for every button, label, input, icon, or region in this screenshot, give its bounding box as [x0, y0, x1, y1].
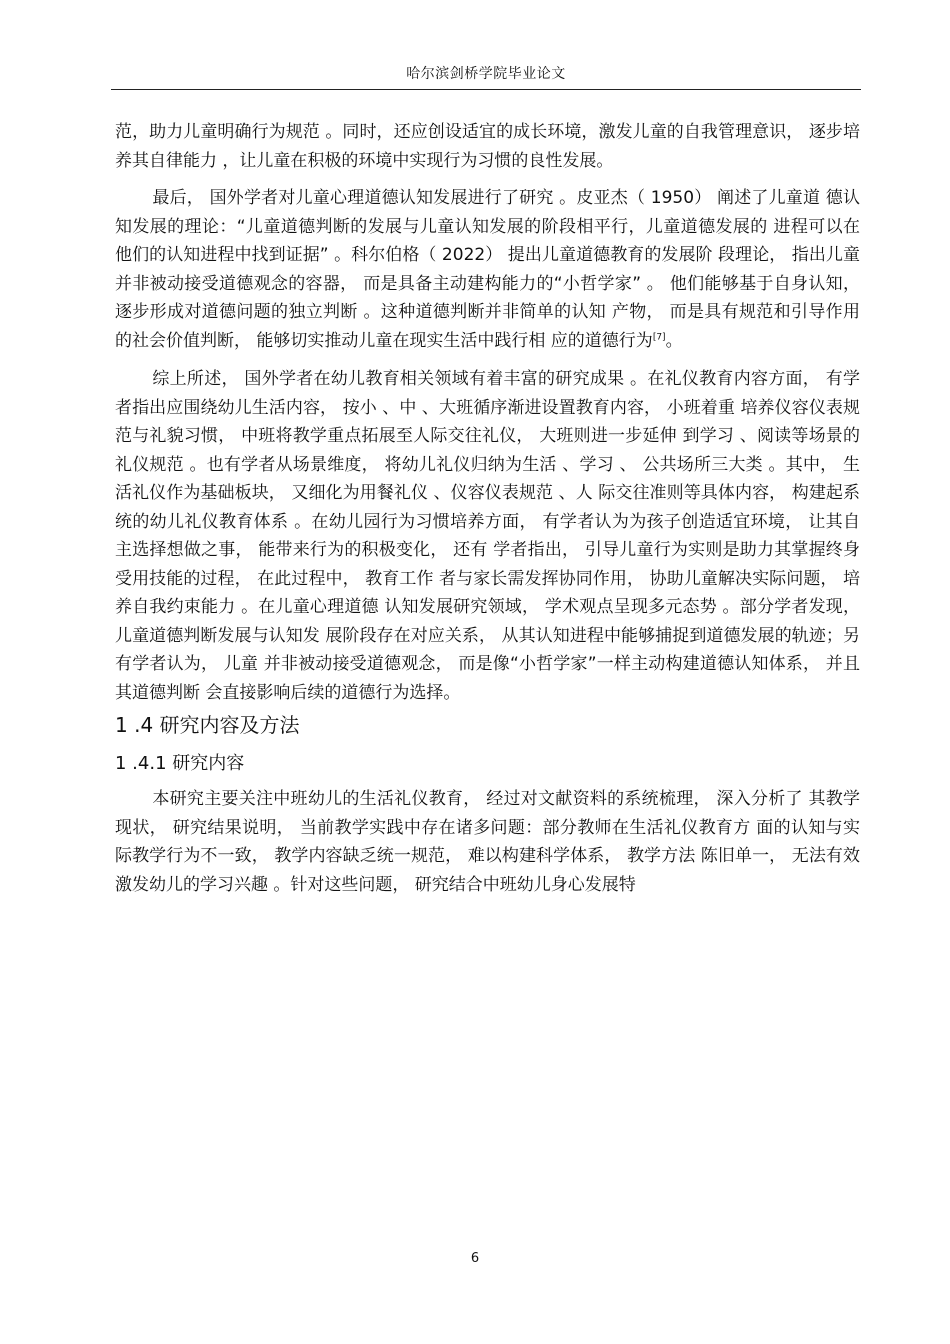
header-title: 哈尔滨剑桥学院毕业论文: [406, 66, 566, 82]
paragraph-continuation: 范，助力儿童明确行为规范 。同时，还应创设适宜的成长环境，激发儿童的自我管理意识， 逐步培养其自律能力 ，让儿童在积极的环境中实现行为习惯的良性发展。: [115, 122, 860, 171]
paragraph-moral-development: [115, 184, 860, 355]
subsection-heading: 1 .4.1 研究内容: [115, 753, 245, 774]
section-heading: 1 .4 研究内容及方法: [115, 713, 300, 737]
page-header: [111, 62, 861, 90]
paragraph-summary: 综上所述， 国外学者在幼儿教育相关领域有着丰富的研究成果 。在礼仪教育内容方面， 有学者指出应围绕幼儿生活内容， 按小 、中 、大班循序渐进设置教育内容， 小班着重 培养仪容仪表规范与礼貌习惯， 中班将教学重点拓展至人际交往礼仪， 大班则进一步延伸 到学习 、阅读等场景的礼仪规范 。也有学者从场景维度， 将幼儿礼仪归纳为生活 、学习 、 公共场所三大类 。其中， 生活礼仪作为基础板块， 又细化为用餐礼仪 、仪容仪表规范 、人 际交往准则等具体内容， 构建起系统的幼儿礼仪教育体系 。在幼儿园行为习惯培养方面， 有学者认为为孩子创造适宜环境， 让其自主选择想做之事， 能带来行为的积极变化， 还有 学者指出， 引导儿童行为实则是助力其掌握终身受用技能的过程， 在此过程中， 教育工作 者与家长需发挥协同作用， 协助儿童解决实际问题， 培养自我约束能力 。在儿童心理道德 认知发展研究领域， 学术观点呈现多元态势 。部分学者发现， 儿童道德判断发展与认知发 展阶段存在对应关系， 从其认知进程中能够捕捉到道德发展的轨迹；另有学者认为， 儿童 并非被动接受道德观念， 而是像“小哲学家”一样主动构建道德认知体系， 并且其道德判断 会直接影响后续的道德行为选择。: [115, 369, 860, 703]
document-body: [115, 118, 860, 899]
page-number: 6: [470, 1251, 480, 1266]
citation-marker: [7]: [652, 331, 666, 342]
paragraph-moral-development-text: 最后， 国外学者对儿童心理道德认知发展进行了研究 。皮亚杰（ 1950） 阐述了儿童道 德认知发展的理论：“儿童道德判断的发展与儿童认知发展的阶段相平行，儿童道德发展的 进程可以在他们的认知进程中找到证据” 。科尔伯格（ 2022） 提出儿童道德教育的发展阶 段理论， 指出儿童并非被动接受道德观念的容器， 而是具备主动建构能力的“小哲学家” 。 他们能够基于自身认知， 逐步形成对道德问题的独立判断 。这种道德判断并非简单的认知 产物， 而是具有规范和引导作用的社会价值判断， 能够切实推动儿童在现实生活中践行相 应的道德行为: [115, 188, 860, 351]
paragraph-research-content: 本研究主要关注中班幼儿的生活礼仪教育， 经过对文献资料的系统梳理， 深入分析了 其教学现状， 研究结果说明， 当前教学实践中存在诸多问题：部分教师在生活礼仪教育方 面的认知与实际教学行为不一致， 教学内容缺乏统一规范， 难以构建科学体系， 教学方法 陈旧单一， 无法有效激发幼儿的学习兴趣 。针对这些问题， 研究结合中班幼儿身心发展特: [115, 789, 860, 895]
paragraph-moral-development-end: 。: [665, 330, 683, 351]
